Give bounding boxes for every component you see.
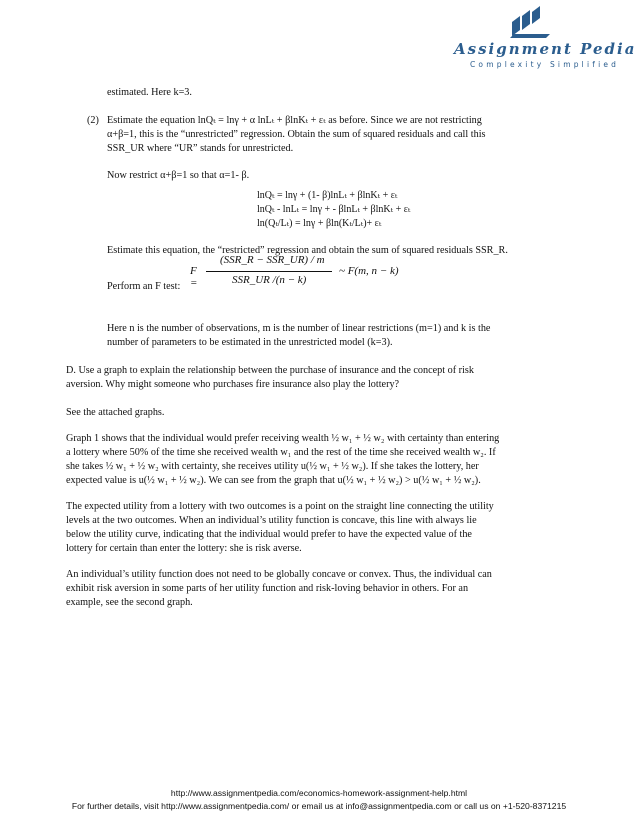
logo-name: Assignment Pedia — [454, 40, 637, 58]
graph1-line4: expected value is u(½ w₁ + ½ w₂). We can see from the graph that u(½ w₁ + ½ w₂) > u(½ w₁ + ½ w₂). — [66, 475, 481, 486]
formula-rhs: ~ F(m, n − k) — [339, 265, 399, 277]
concavity-line2: exhibit risk aversion in some parts of her utility function and risk-loving behavior in others. For an — [66, 583, 469, 594]
concavity-line1: An individual’s utility function does not need to be globally concave or convex. Thus, the individual can — [66, 569, 492, 580]
graph1-line2: a lottery where 50% of the time she received wealth w₁ and the rest of the time she received wealth w₂. If — [66, 447, 496, 458]
company-logo — [452, 6, 637, 70]
restricted-regression: Estimate this equation, the “restricted” regression and obtain the sum of squared residuals SSR_R. — [107, 245, 508, 256]
equation-2: lnQₜ - lnLₜ = lnγ + - βlnLₜ + βlnKₜ + εₜ — [257, 204, 411, 215]
expected-utility-line2: levels at the two outcomes. When an individual’s utility function is concave, this line with always lie — [66, 515, 477, 526]
equation-1: lnQₜ = lnγ + (1- β)lnLₜ + βlnKₜ + εₜ — [257, 190, 398, 201]
note-line1: Here n is the number of observations, m is the number of linear restrictions (m=1) and k is the — [107, 323, 491, 334]
restrict-statement: Now restrict α+β=1 so that α=1- β. — [107, 170, 250, 181]
step2-line3: SSR_UR where “UR” stands for unrestricted. — [107, 143, 294, 154]
graph1-line3: she takes ½ w₁ + ½ w₂ with certainty, she receives utility u(½ w₁ + ½ w₂). If she takes the lottery, her — [66, 461, 479, 472]
footer-url[interactable]: http://www.assignmentpedia.com/economics-homework-assignment-help.html — [170, 788, 468, 798]
step2-line1: Estimate the equation lnQₜ = lnγ + α lnLₜ + βlnKₜ + εₜ as before. Since we are not restricting — [107, 115, 482, 126]
formula-lhs: F = — [190, 265, 198, 289]
logo-tagline: Complexity Simplified — [470, 60, 620, 69]
step2-line2: α+β=1, this is the “unrestricted” regression. Obtain the sum of squared residuals and call this — [107, 129, 486, 140]
step1-tail: estimated. Here k=3. — [107, 87, 192, 98]
expected-utility-line4: lottery for certain than enter the lottery: she is risk averse. — [66, 543, 302, 554]
expected-utility-line3: below the utility curve, indicating that the individual would prefer to have the expected value of the — [66, 529, 472, 540]
graph1-line1: Graph 1 shows that the individual would prefer receiving wealth ½ w₁ + ½ w₂ with certainty than entering — [66, 433, 500, 444]
question-line1: D. Use a graph to explain the relationship between the purchase of insurance and the concept of risk — [66, 365, 474, 376]
see-graphs: See the attached graphs. — [66, 407, 165, 418]
fraction-bar — [206, 271, 332, 272]
note-line2: number of parameters to be estimated in the unrestricted model (k=3). — [107, 337, 393, 348]
formula-denominator: SSR_UR /(n − k) — [232, 274, 307, 286]
expected-utility-line1: The expected utility from a lottery with two outcomes is a point on the straight line connecting the utility — [66, 501, 494, 512]
formula-numerator: (SSR_R − SSR_UR) / m — [220, 254, 325, 266]
concavity-line3: example, see the second graph. — [66, 597, 193, 608]
equation-3: ln(Qₜ/Lₜ) = lnγ + βln(Kₜ/Lₜ)+ εₜ — [257, 218, 382, 229]
step2-number: (2) — [87, 115, 99, 126]
ftest-label: Perform an F test: — [107, 281, 181, 292]
question-line2: aversion. Why might someone who purchases fire insurance also play the lottery? — [66, 379, 400, 390]
book-tower-logo-icon — [506, 6, 552, 40]
footer-contact: For further details, visit http://www.assignmentpedia.com/ or email us at info@assignmentpedia.com or call us on +1-520-8371215 — [71, 801, 567, 811]
